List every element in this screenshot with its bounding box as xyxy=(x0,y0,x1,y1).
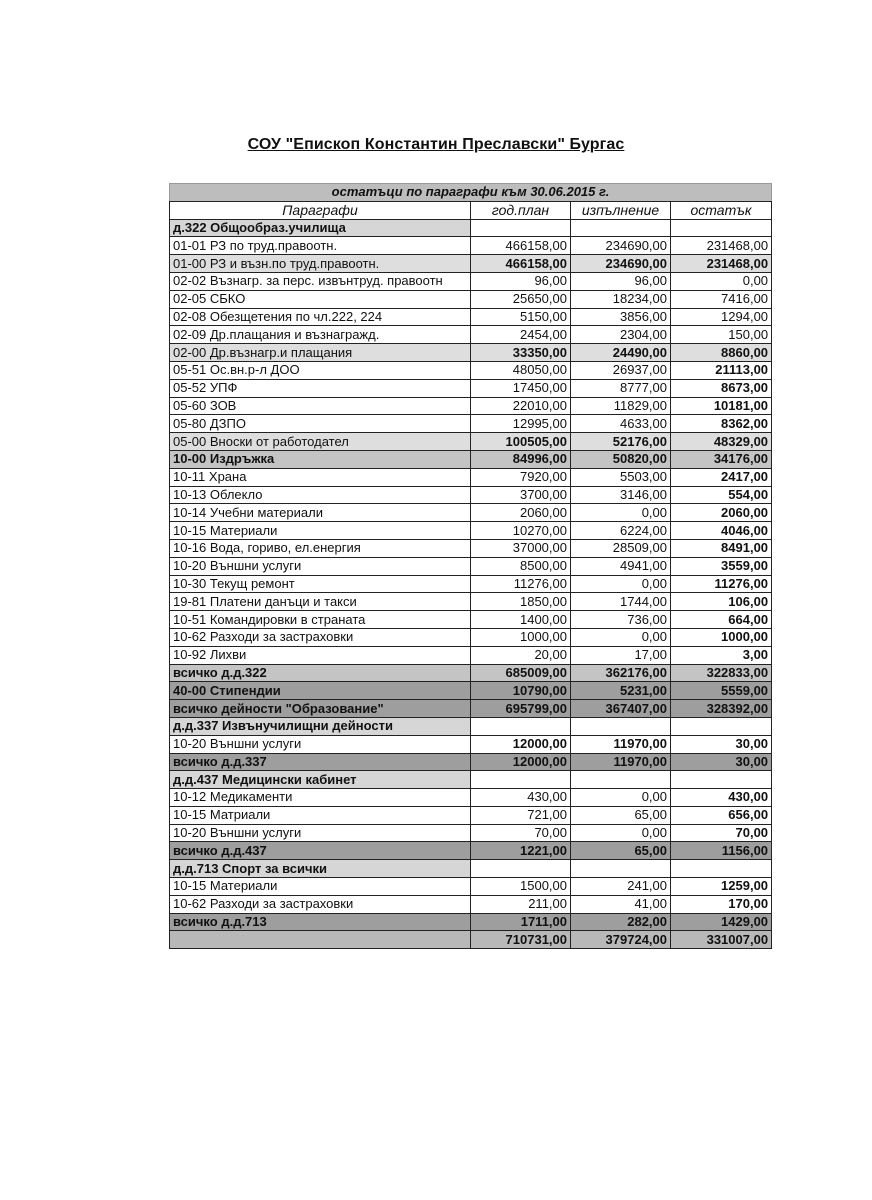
annual-plan-cell xyxy=(471,717,571,735)
table-row xyxy=(170,557,772,575)
execution-cell: 50820,00 xyxy=(571,450,671,468)
total-row xyxy=(170,842,772,860)
execution-cell xyxy=(571,219,671,237)
remainder-cell: 21113,00 xyxy=(671,361,772,379)
annual-plan-cell: 1221,00 xyxy=(471,842,571,860)
execution-cell: 234690,00 xyxy=(571,255,671,273)
table-row xyxy=(170,628,772,646)
total-row xyxy=(170,433,772,451)
section-header-row xyxy=(170,219,772,237)
paragraph-cell: 10-15 Материали xyxy=(170,878,471,896)
section-header-row xyxy=(170,860,772,878)
execution-cell: 11970,00 xyxy=(571,753,671,771)
table-row xyxy=(170,468,772,486)
paragraph-cell: д.д.337 Извънучилищни дейности xyxy=(170,717,471,735)
execution-cell xyxy=(571,717,671,735)
table-row xyxy=(170,290,772,308)
table-row xyxy=(170,824,772,842)
execution-cell: 367407,00 xyxy=(571,700,671,718)
execution-cell: 41,00 xyxy=(571,895,671,913)
annual-plan-cell xyxy=(471,219,571,237)
execution-cell: 241,00 xyxy=(571,878,671,896)
paragraph-cell: 02-09 Др.плащания и възнагражд. xyxy=(170,326,471,344)
total-row xyxy=(170,344,772,362)
remainder-cell: 231468,00 xyxy=(671,255,772,273)
paragraph-cell: 10-20 Външни услуги xyxy=(170,557,471,575)
execution-cell: 5503,00 xyxy=(571,468,671,486)
remainder-cell: 554,00 xyxy=(671,486,772,504)
total-row xyxy=(170,255,772,273)
total-row xyxy=(170,664,772,682)
execution-cell: 362176,00 xyxy=(571,664,671,682)
annual-plan-cell: 11276,00 xyxy=(471,575,571,593)
remainder-cell: 8491,00 xyxy=(671,539,772,557)
annual-plan-cell: 84996,00 xyxy=(471,450,571,468)
execution-cell: 96,00 xyxy=(571,272,671,290)
header-execution: изпълнение xyxy=(571,201,671,219)
remainder-cell: 3,00 xyxy=(671,646,772,664)
table-row xyxy=(170,397,772,415)
paragraph-cell: д.д.437 Медицински кабинет xyxy=(170,771,471,789)
remainder-cell xyxy=(671,860,772,878)
paragraph-cell xyxy=(170,931,471,949)
table-row xyxy=(170,237,772,255)
execution-cell: 6224,00 xyxy=(571,522,671,540)
annual-plan-cell: 25650,00 xyxy=(471,290,571,308)
remainder-cell: 328392,00 xyxy=(671,700,772,718)
table-row xyxy=(170,486,772,504)
remainder-cell: 664,00 xyxy=(671,611,772,629)
remainder-cell xyxy=(671,771,772,789)
annual-plan-cell: 22010,00 xyxy=(471,397,571,415)
paragraph-cell: 10-51 Командировки в страната xyxy=(170,611,471,629)
paragraph-cell: 10-16 Вода, гориво, ел.енергия xyxy=(170,539,471,557)
annual-plan-cell: 1400,00 xyxy=(471,611,571,629)
execution-cell: 4941,00 xyxy=(571,557,671,575)
remainder-cell: 5559,00 xyxy=(671,682,772,700)
paragraph-cell: 10-92 Лихви xyxy=(170,646,471,664)
remainder-cell: 30,00 xyxy=(671,753,772,771)
remainder-cell: 1259,00 xyxy=(671,878,772,896)
paragraph-cell: 10-15 Материали xyxy=(170,522,471,540)
total-row xyxy=(170,753,772,771)
table-row xyxy=(170,539,772,557)
paragraph-cell: 02-00 Др.възнагр.и плащания xyxy=(170,344,471,362)
execution-cell: 28509,00 xyxy=(571,539,671,557)
remainder-cell: 1000,00 xyxy=(671,628,772,646)
execution-cell: 5231,00 xyxy=(571,682,671,700)
header-paragraph: Параграфи xyxy=(170,201,471,219)
execution-cell: 379724,00 xyxy=(571,931,671,949)
execution-cell: 65,00 xyxy=(571,842,671,860)
annual-plan-cell: 685009,00 xyxy=(471,664,571,682)
execution-cell: 11970,00 xyxy=(571,735,671,753)
annual-plan-cell xyxy=(471,860,571,878)
total-row xyxy=(170,913,772,931)
table-row xyxy=(170,415,772,433)
remainder-cell: 106,00 xyxy=(671,593,772,611)
execution-cell: 0,00 xyxy=(571,504,671,522)
paragraph-cell: 05-80 ДЗПО xyxy=(170,415,471,433)
remainder-cell: 11276,00 xyxy=(671,575,772,593)
annual-plan-cell: 5150,00 xyxy=(471,308,571,326)
annual-plan-cell: 1000,00 xyxy=(471,628,571,646)
remainder-cell: 30,00 xyxy=(671,735,772,753)
document-title: СОУ "Епископ Константин Преславски" Бургас xyxy=(247,136,625,153)
annual-plan-cell: 2060,00 xyxy=(471,504,571,522)
paragraph-cell: всичко д.д.437 xyxy=(170,842,471,860)
annual-plan-cell: 695799,00 xyxy=(471,700,571,718)
execution-cell: 3856,00 xyxy=(571,308,671,326)
annual-plan-cell xyxy=(471,771,571,789)
annual-plan-cell: 7920,00 xyxy=(471,468,571,486)
paragraph-cell: 10-13 Облекло xyxy=(170,486,471,504)
remainder-cell: 331007,00 xyxy=(671,931,772,949)
execution-cell: 8777,00 xyxy=(571,379,671,397)
annual-plan-cell: 2454,00 xyxy=(471,326,571,344)
annual-plan-cell: 1850,00 xyxy=(471,593,571,611)
paragraph-cell: всичко д.д.322 xyxy=(170,664,471,682)
execution-cell: 0,00 xyxy=(571,824,671,842)
paragraph-cell: 10-20 Външни услуги xyxy=(170,735,471,753)
annual-plan-cell: 48050,00 xyxy=(471,361,571,379)
paragraph-cell: 10-11 Храна xyxy=(170,468,471,486)
execution-cell: 24490,00 xyxy=(571,344,671,362)
annual-plan-cell: 33350,00 xyxy=(471,344,571,362)
execution-cell: 0,00 xyxy=(571,575,671,593)
paragraph-cell: 02-08 Обезщетения по чл.222, 224 xyxy=(170,308,471,326)
annual-plan-cell: 466158,00 xyxy=(471,255,571,273)
remainder-cell: 1156,00 xyxy=(671,842,772,860)
remainder-cell: 4046,00 xyxy=(671,522,772,540)
remainder-cell: 1429,00 xyxy=(671,913,772,931)
remainder-cell: 48329,00 xyxy=(671,433,772,451)
remainder-cell: 10181,00 xyxy=(671,397,772,415)
execution-cell: 2304,00 xyxy=(571,326,671,344)
annual-plan-cell: 10790,00 xyxy=(471,682,571,700)
remainder-cell: 322833,00 xyxy=(671,664,772,682)
table-row xyxy=(170,308,772,326)
remainder-cell: 3559,00 xyxy=(671,557,772,575)
table-row xyxy=(170,272,772,290)
remainder-cell: 430,00 xyxy=(671,789,772,807)
annual-plan-cell: 211,00 xyxy=(471,895,571,913)
paragraph-cell: 10-30 Текущ ремонт xyxy=(170,575,471,593)
remainder-cell: 656,00 xyxy=(671,806,772,824)
total-row xyxy=(170,931,772,949)
annual-plan-cell: 20,00 xyxy=(471,646,571,664)
annual-plan-cell: 37000,00 xyxy=(471,539,571,557)
paragraph-cell: 05-60 ЗОВ xyxy=(170,397,471,415)
execution-cell: 0,00 xyxy=(571,789,671,807)
paragraph-cell: 10-62 Разходи за застраховки xyxy=(170,895,471,913)
paragraph-cell: всичко д.д.337 xyxy=(170,753,471,771)
execution-cell: 18234,00 xyxy=(571,290,671,308)
annual-plan-cell: 466158,00 xyxy=(471,237,571,255)
paragraph-cell: 10-62 Разходи за застраховки xyxy=(170,628,471,646)
annual-plan-cell: 710731,00 xyxy=(471,931,571,949)
table-row xyxy=(170,895,772,913)
paragraph-cell: 05-51 Ос.вн.р-л ДОО xyxy=(170,361,471,379)
paragraph-cell: 05-00 Вноски от работодател xyxy=(170,433,471,451)
remainder-cell: 2060,00 xyxy=(671,504,772,522)
remainder-cell: 8860,00 xyxy=(671,344,772,362)
table-row xyxy=(170,504,772,522)
annual-plan-cell: 12000,00 xyxy=(471,753,571,771)
paragraph-cell: 10-20 Външни услуги xyxy=(170,824,471,842)
annual-plan-cell: 3700,00 xyxy=(471,486,571,504)
header-annual-plan: год.план xyxy=(471,201,571,219)
table-row xyxy=(170,878,772,896)
paragraph-cell: д.322 Общообраз.училища xyxy=(170,219,471,237)
annual-plan-cell: 12995,00 xyxy=(471,415,571,433)
execution-cell: 52176,00 xyxy=(571,433,671,451)
paragraph-cell: 02-02 Възнагр. за перс. извънтруд. правоотн xyxy=(170,272,471,290)
paragraph-cell: д.д.713 Спорт за всички xyxy=(170,860,471,878)
remainder-cell: 231468,00 xyxy=(671,237,772,255)
table-header-row xyxy=(170,201,772,219)
execution-cell xyxy=(571,771,671,789)
execution-cell: 736,00 xyxy=(571,611,671,629)
paragraph-cell: 05-52 УПФ xyxy=(170,379,471,397)
paragraph-cell: 40-00 Стипендии xyxy=(170,682,471,700)
annual-plan-cell: 1500,00 xyxy=(471,878,571,896)
remainder-cell: 1294,00 xyxy=(671,308,772,326)
table-banner-row xyxy=(170,184,772,202)
remainder-cell: 34176,00 xyxy=(671,450,772,468)
annual-plan-cell: 721,00 xyxy=(471,806,571,824)
execution-cell: 17,00 xyxy=(571,646,671,664)
table-row xyxy=(170,361,772,379)
annual-plan-cell: 1711,00 xyxy=(471,913,571,931)
total-row xyxy=(170,700,772,718)
table-row xyxy=(170,646,772,664)
execution-cell: 234690,00 xyxy=(571,237,671,255)
total-row xyxy=(170,682,772,700)
annual-plan-cell: 70,00 xyxy=(471,824,571,842)
paragraph-cell: 10-15 Матриали xyxy=(170,806,471,824)
remainder-cell: 150,00 xyxy=(671,326,772,344)
execution-cell: 11829,00 xyxy=(571,397,671,415)
section-header-row xyxy=(170,771,772,789)
section-header-row xyxy=(170,717,772,735)
execution-cell xyxy=(571,860,671,878)
remainder-cell xyxy=(671,219,772,237)
execution-cell: 3146,00 xyxy=(571,486,671,504)
table-row xyxy=(170,379,772,397)
paragraph-cell: 01-00 РЗ и възн.по труд.правоотн. xyxy=(170,255,471,273)
table-row xyxy=(170,522,772,540)
paragraph-cell: всичко дейности "Образование" xyxy=(170,700,471,718)
remainder-cell: 8673,00 xyxy=(671,379,772,397)
annual-plan-cell: 10270,00 xyxy=(471,522,571,540)
remainder-cell: 0,00 xyxy=(671,272,772,290)
total-row xyxy=(170,450,772,468)
execution-cell: 0,00 xyxy=(571,628,671,646)
table-row xyxy=(170,611,772,629)
paragraph-cell: 10-12 Медикаменти xyxy=(170,789,471,807)
paragraph-cell: 01-01 РЗ по труд.правоотн. xyxy=(170,237,471,255)
execution-cell: 1744,00 xyxy=(571,593,671,611)
remainder-cell: 2417,00 xyxy=(671,468,772,486)
table-banner: остатъци по параграфи към 30.06.2015 г. xyxy=(170,184,772,202)
table-row xyxy=(170,789,772,807)
execution-cell: 65,00 xyxy=(571,806,671,824)
annual-plan-cell: 17450,00 xyxy=(471,379,571,397)
annual-plan-cell: 100505,00 xyxy=(471,433,571,451)
execution-cell: 26937,00 xyxy=(571,361,671,379)
paragraph-cell: 10-00 Издръжка xyxy=(170,450,471,468)
annual-plan-cell: 12000,00 xyxy=(471,735,571,753)
header-remainder: остатък xyxy=(671,201,772,219)
execution-cell: 4633,00 xyxy=(571,415,671,433)
table-row xyxy=(170,575,772,593)
remainder-cell: 7416,00 xyxy=(671,290,772,308)
remainder-cell xyxy=(671,717,772,735)
paragraph-cell: 02-05 СБКО xyxy=(170,290,471,308)
remainder-cell: 70,00 xyxy=(671,824,772,842)
annual-plan-cell: 96,00 xyxy=(471,272,571,290)
remainder-cell: 8362,00 xyxy=(671,415,772,433)
table-row xyxy=(170,735,772,753)
table-row xyxy=(170,806,772,824)
balances-table xyxy=(169,183,772,949)
annual-plan-cell: 430,00 xyxy=(471,789,571,807)
remainder-cell: 170,00 xyxy=(671,895,772,913)
paragraph-cell: всичко д.д.713 xyxy=(170,913,471,931)
execution-cell: 282,00 xyxy=(571,913,671,931)
paragraph-cell: 10-14 Учебни материали xyxy=(170,504,471,522)
paragraph-cell: 19-81 Платени данъци и такси xyxy=(170,593,471,611)
table-row xyxy=(170,326,772,344)
annual-plan-cell: 8500,00 xyxy=(471,557,571,575)
table-row xyxy=(170,593,772,611)
